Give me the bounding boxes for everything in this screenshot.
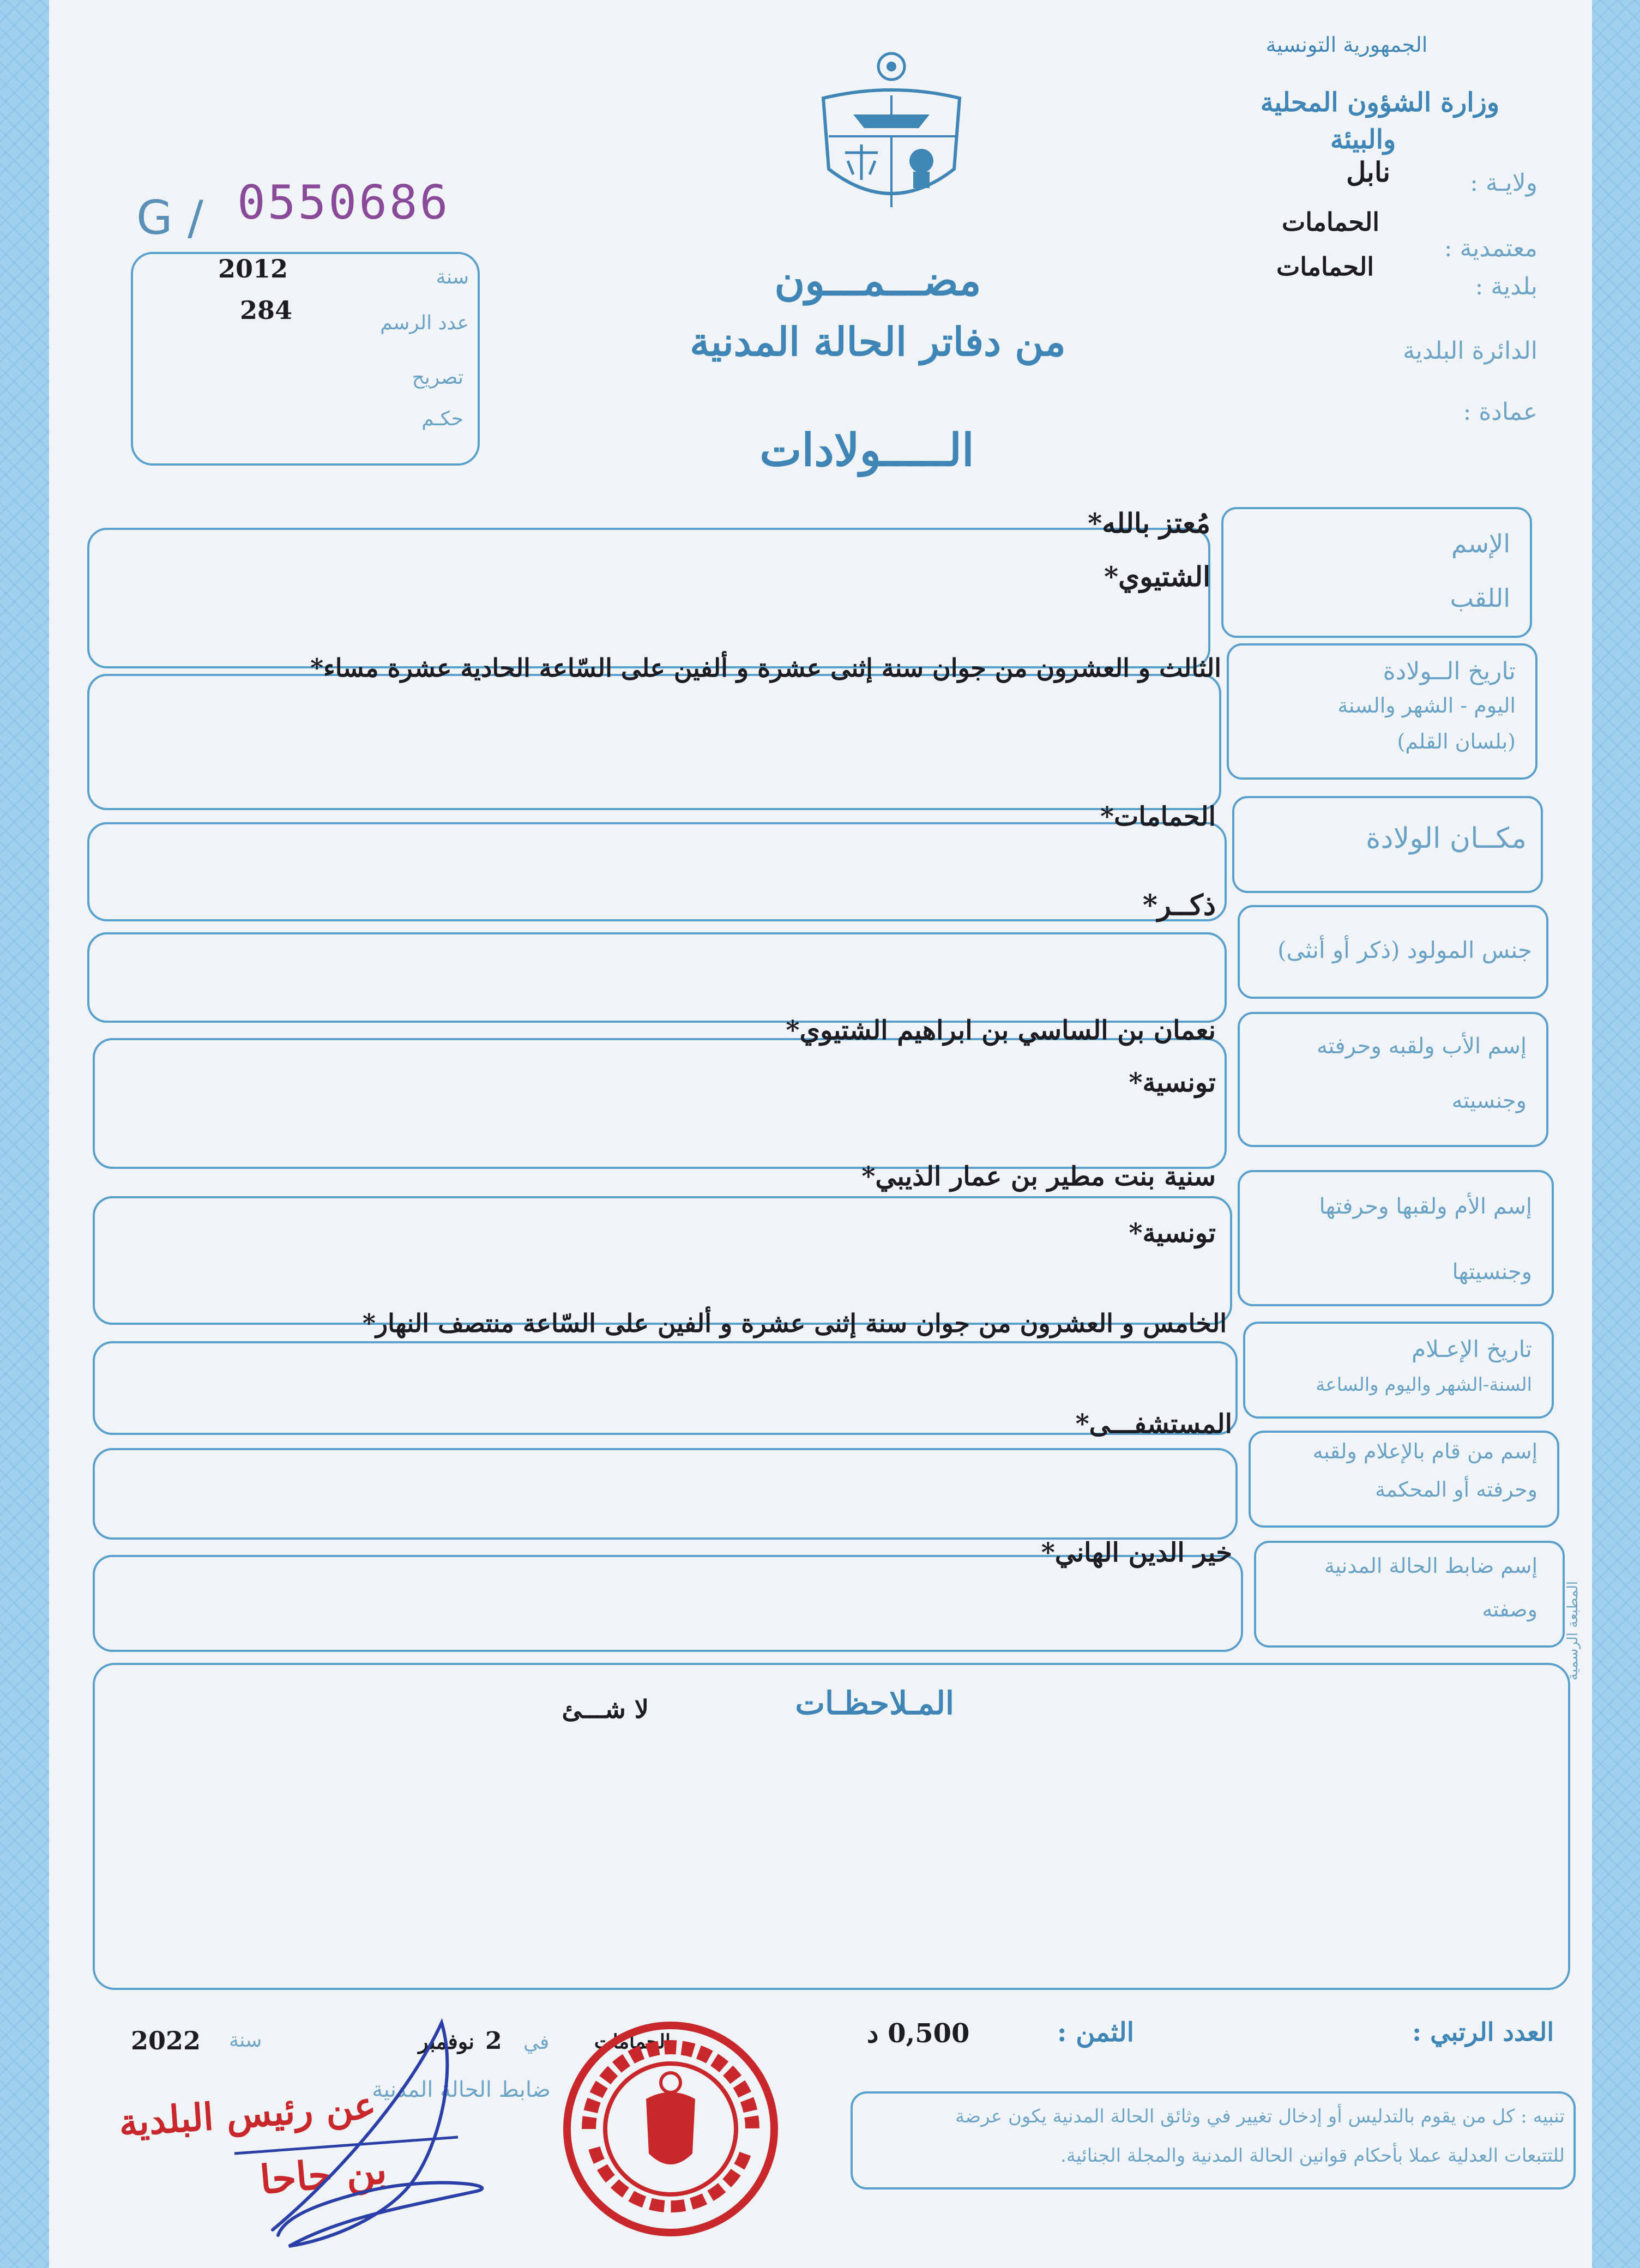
field-value-box xyxy=(87,674,1221,810)
field-label-line: وجنسيتها xyxy=(1452,1259,1532,1284)
field-label-line: اللقب xyxy=(1450,583,1510,613)
field-label-line: وصفته xyxy=(1482,1597,1538,1621)
field-value: الخامس و العشرون من جوان سنة إثنى عشرة و ألفين على السّاعة منتصف النهار* xyxy=(362,1308,1227,1338)
warning-line: للتتبعات العدلية عملا بأحكام قوانين الحالة المدنية والمجلة الجنائية. xyxy=(1060,2145,1565,2167)
section-title: الـــــولادات xyxy=(759,424,974,476)
moatamadia-value: الحمامات xyxy=(1281,207,1379,237)
field-label-line: إسم ضابط الحالة المدنية xyxy=(1324,1554,1538,1578)
registry-declaration-label: تصريح xyxy=(412,366,463,389)
field-label-box xyxy=(1238,1170,1554,1306)
wilaya-label: ولايـة : xyxy=(1470,169,1538,197)
field-value: سنية بنت مطير بن عمار الذيبي* xyxy=(861,1161,1216,1192)
moatamadia-label: معتمدية : xyxy=(1444,234,1538,262)
signature xyxy=(202,2012,540,2257)
registry-judgment-label: حكـم xyxy=(421,408,463,430)
registry-record-value: 284 xyxy=(240,295,293,325)
title-line1: مضـــمـــون xyxy=(774,256,981,305)
field-value-box xyxy=(87,528,1210,668)
field-value: خير الدين الهاني* xyxy=(1041,1537,1232,1568)
remarks-value: لا شـــئ xyxy=(562,1694,649,1724)
field-value-box xyxy=(93,1448,1238,1540)
field-value: الحمامات* xyxy=(1100,801,1216,832)
footer-month: نوفمبر xyxy=(418,2029,474,2054)
daira-label: الدائرة البلدية xyxy=(1403,337,1538,365)
field-label-line: إسم الأب ولقبه وحرفته xyxy=(1317,1034,1527,1059)
field-label-line: (بلسان القلم) xyxy=(1397,729,1516,753)
field-value: نعمان بن الساسي بن ابراهيم الشتيوي* xyxy=(786,1015,1216,1046)
field-value-box xyxy=(93,1038,1227,1169)
serial-label: العدد الرتبي : xyxy=(1412,2017,1554,2047)
footer-year-value: 2022 xyxy=(131,2026,201,2055)
field-label-line: وحرفته أو المحكمة xyxy=(1375,1477,1538,1501)
field-label-line: اليوم - الشهر والسنة xyxy=(1337,693,1516,717)
certificate-sheet xyxy=(49,0,1592,2268)
registry-year-value: 2012 xyxy=(218,254,288,284)
coat-of-arms-emblem xyxy=(801,49,981,218)
price-label: الثمن : xyxy=(1057,2017,1134,2048)
officer-label: ضابط الحالة المدنية xyxy=(372,2077,551,2102)
stamp-name: بن حاحا xyxy=(258,2145,389,2203)
field-value-box xyxy=(93,1196,1232,1325)
registry-record-label: عدد الرسم xyxy=(380,312,469,334)
field-label-line: إسم الأم ولقبها وحرفتها xyxy=(1319,1194,1532,1219)
round-seal xyxy=(556,2012,785,2246)
field-label-line: جنس المولود (ذكر أو أنثى) xyxy=(1277,937,1532,963)
wilaya-value: نابل xyxy=(1346,156,1390,188)
serial-number: 0550686 xyxy=(237,176,450,230)
ministry-label-line2: والبيئة xyxy=(1330,124,1396,155)
printer-mark: المطبعة الرسمية xyxy=(1565,1581,1581,1681)
field-label-line: السنة-الشهر واليوم والساعة xyxy=(1316,1374,1532,1396)
field-label-line: الإسم xyxy=(1451,529,1510,558)
field-value: الشتيوي* xyxy=(1104,560,1210,593)
field-value-box xyxy=(87,932,1227,1023)
baladia-value: الحمامات xyxy=(1276,252,1374,281)
baladia-label: بلدية : xyxy=(1475,273,1538,300)
warning-line: تنبيه : كل من يقوم بالتدليس أو إدخال تغيير في وثائق الحالة المدنية يكون عرضة xyxy=(955,2106,1565,2127)
field-value: ذكــر* xyxy=(1142,889,1216,922)
price-value: 0,500 د xyxy=(867,2018,970,2049)
title-line2: من دفاتر الحالة المدنية xyxy=(690,318,1066,365)
field-value: المستشفـــى* xyxy=(1075,1409,1232,1439)
field-value: تونسية* xyxy=(1129,1218,1216,1248)
ministry-label-line1: وزارة الشؤون المحلية xyxy=(1260,87,1499,118)
field-label-line: وجنسيته xyxy=(1451,1088,1527,1113)
field-value: تونسية* xyxy=(1129,1067,1216,1098)
footer-place: الحمامات xyxy=(594,2030,671,2053)
footer-in-label: في xyxy=(523,2031,550,2054)
footer-day: 2 xyxy=(485,2027,502,2055)
field-label-line: تاريخ الــولادة xyxy=(1383,658,1516,685)
field-label-box xyxy=(1221,507,1532,638)
footer-year-label: سنة xyxy=(229,2029,262,2052)
field-value: مُعتز بالله* xyxy=(1088,507,1210,539)
field-label-line: إسم من قام بالإعلام ولقبه xyxy=(1312,1439,1538,1463)
field-label-box xyxy=(1238,1012,1548,1147)
stamp-title: عن رئيس البلدية xyxy=(117,2083,378,2145)
omada-label: عمادة : xyxy=(1463,398,1538,426)
field-value-box xyxy=(93,1555,1243,1652)
registry-year-label: سنة xyxy=(436,266,469,288)
serial-prefix: G / xyxy=(136,191,203,245)
field-label-line: تاريخ الإعـلام xyxy=(1412,1336,1532,1362)
field-label-line: مكــان الولادة xyxy=(1366,822,1527,855)
field-value: الثالث و العشرون من جوان سنة إثنى عشرة و ألفين على السّاعة الحادية عشرة مساء* xyxy=(310,653,1221,683)
republic-label: الجمهورية التونسية xyxy=(1265,33,1428,57)
remarks-label: المـلاحظـات xyxy=(795,1685,954,1722)
